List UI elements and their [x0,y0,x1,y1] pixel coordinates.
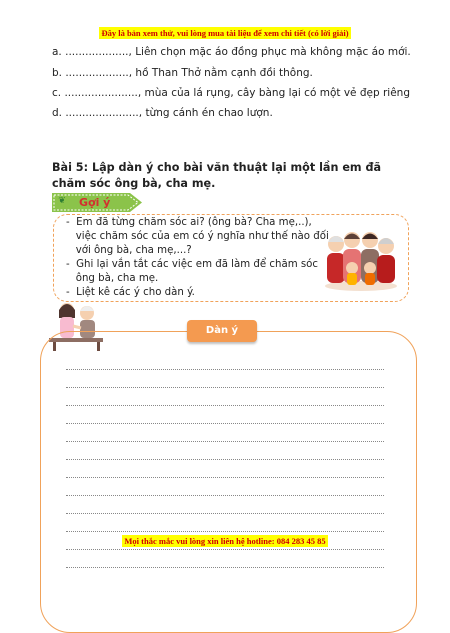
hint-line: với ông bà, cha mẹ,...? [66,245,192,256]
leaf-icon: ❦ [58,196,66,206]
hotline-footer-text: Mọi thắc mắc vui lòng xin liên hệ hotline: 084 283 45 85 [124,536,326,546]
preview-banner [0,21,450,40]
writing-line [66,531,384,532]
writing-line [66,513,384,514]
hint-line: - Liệt kê các ý cho dàn ý. [66,287,195,298]
writing-line [66,405,384,406]
writing-line [66,369,384,370]
outline-heading-button: Dàn ý [187,320,257,342]
writing-line [66,459,384,460]
outline-writing-area [40,331,417,633]
writing-line [66,549,384,550]
exercise-line-c: c. ......................, mùa của lá rụng, cây bàng lại có một vẻ đẹp riêng [52,87,410,99]
writing-line [66,495,384,496]
hint-tag [52,193,142,212]
exercise-line-b: b. ..................., hồ Than Thở nằm cạnh đồi thông. [52,67,313,79]
writing-line [66,423,384,424]
writing-line [66,567,384,568]
hint-line: - Em đã từng chăm sóc ai? (ông bà? Cha mẹ,..), [66,217,312,228]
hint-tag-label: Gợi ý [79,196,111,209]
writing-line [66,387,384,388]
preview-banner-text: Đây là bản xem thử, vui lòng mua tài liệu để xem chi tiết (có lời giải) [101,28,349,38]
writing-line [66,477,384,478]
writing-line [66,441,384,442]
hint-line: ông bà, cha mẹ. [66,273,159,284]
exercise-line-a: a. ..................., Liên chọn mặc áo đồng phục mà không mặc áo mới. [52,46,411,58]
hint-line: - Ghi lại vắn tắt các việc em đã làm để chăm sóc [66,259,318,270]
hotline-footer [0,536,450,546]
exercise-line-d: d. ......................, từng cánh én chao lượn. [52,107,273,119]
hint-line: việc chăm sóc của em có ý nghĩa như thế nào đối [66,231,329,242]
family-illustration [322,228,400,292]
exercise-title: Bài 5: Lập dàn ý cho bài văn thuật lại một lần em đã chăm sóc ông bà, cha mẹ. [52,161,382,190]
